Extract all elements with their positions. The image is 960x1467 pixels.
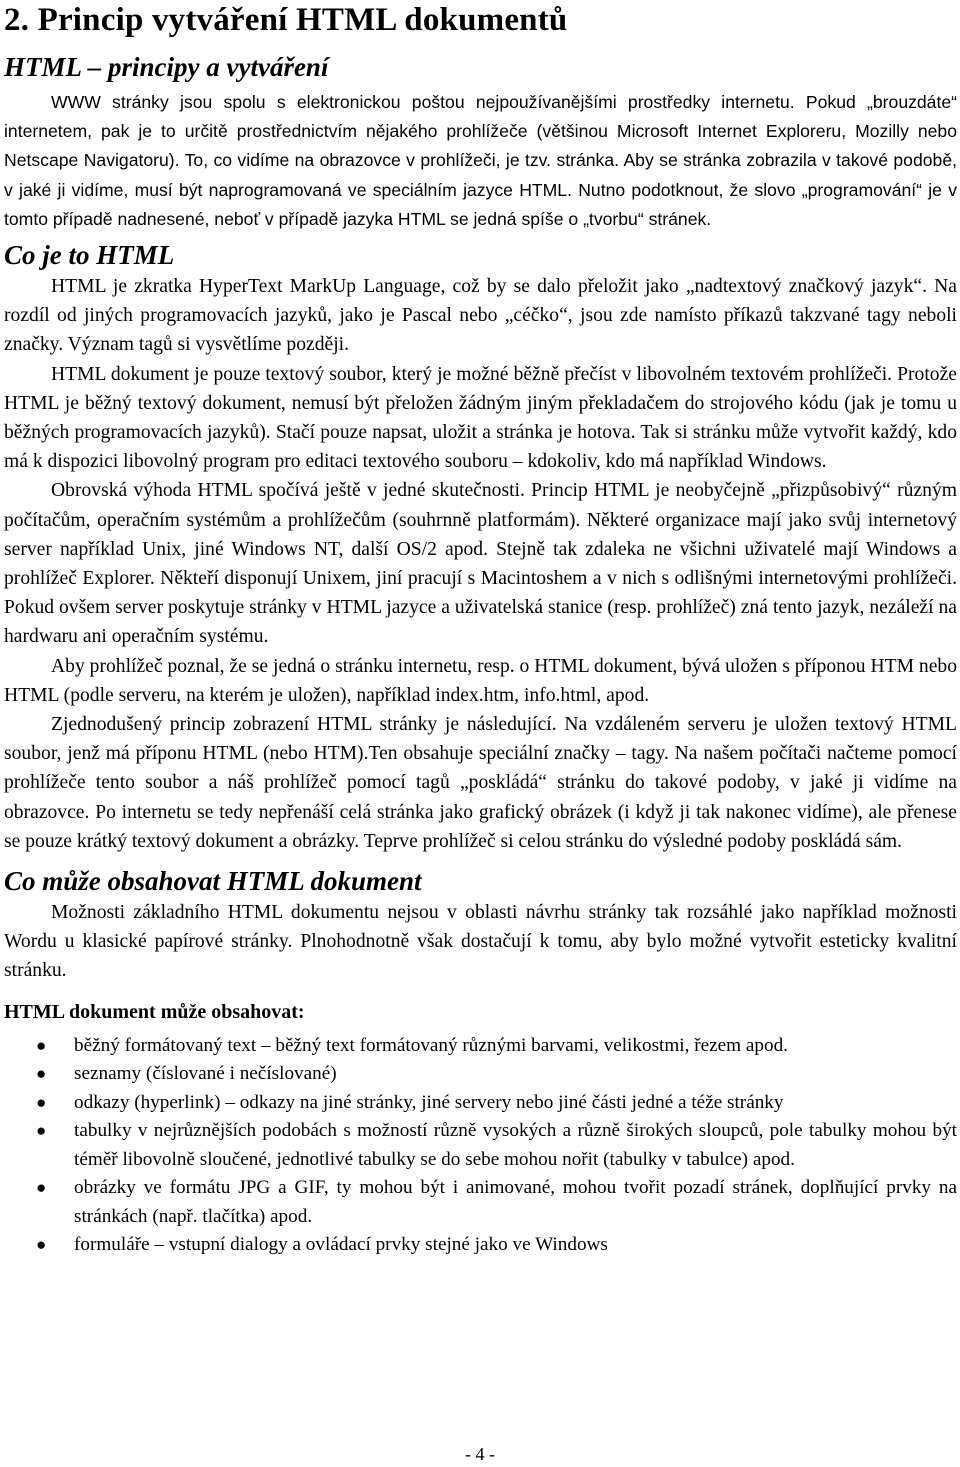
- list-item-text: odkazy (hyperlink) – odkazy na jiné stránky, jiné servery nebo jiné části jedné a téže stránky: [74, 1091, 784, 1113]
- paragraph-possibilities: Možnosti základního HTML dokumentu nejsou v oblasti návrhu stránky tak rozsáhlé jako například možnosti Wordu u klasické papírové stránky. Plnohodnotně však dostačují k tomu, aby bylo možné vytvořit esteticky kvalitní stránku.: [4, 902, 957, 982]
- paragraph-text-file: HTML dokument je pouze textový soubor, který je možné běžně přečíst v libovolném textovém prohlížeči. Protože HTML je běžný textový dokument, nemusí být přeložen žádným jiným překladačem do strojového kódu (jak je tomu u běžných programovacích jazyků). Stačí pouze napsat, uložit a stránka je hotova. Tak si stránku může vytvořit každý, kdo má k dispozici libovolný program pro editaci textového souboru – kdokoliv, kdo má například Windows.: [4, 363, 957, 473]
- page-number: - 4 -: [465, 1444, 495, 1464]
- feature-list: [4, 1032, 957, 1260]
- list-item: [4, 1117, 957, 1174]
- list-item: [4, 1231, 957, 1260]
- list-item: [4, 1060, 957, 1089]
- paragraph-extension: Aby prohlížeč poznal, že se jedná o stránku internetu, resp. o HTML dokument, bývá uložen s příponou HTM nebo HTML (podle serveru, na kterém je uložen), například index.htm, info.html, apod.: [4, 655, 957, 706]
- page-title: 2. Princip vytváření HTML dokumentů: [4, 2, 568, 38]
- paragraph-intro: WWW stránky jsou spolu s elektronickou poštou nejpoužívanějšími prostředky internetu. Pokud „brouzdáte“ internetem, pak je to určitě prostřednictvím nějakého prohlížeče (většinou Microsoft Internet Exploreru, Mozilly nebo Netscape Navigatoru). To, co vidíme na obrazovce v prohlížeči, je tzv. stránka. Aby se stránka zobrazila v takové podobě, v jaké ji vidíme, musí být naprogramovaná ve speciálním jazyce HTML. Nutno podotknout, že slovo „programování“ je v tomto případě nadnesené, neboť v případě jazyka HTML se jedná spíše o „tvorbu“ stránek.: [4, 92, 957, 229]
- section-heading-principles: HTML – principy a vytváření: [4, 52, 329, 82]
- document-page: [4, 0, 957, 1260]
- list-item-text: formuláře – vstupní dialogy a ovládací prvky stejné jako ve Windows: [74, 1234, 608, 1256]
- list-item: [4, 1032, 957, 1061]
- list-item: [4, 1089, 957, 1118]
- bullet-icon: ●: [36, 1064, 47, 1084]
- paragraph-definition: HTML je zkratka HyperText MarkUp Language, což by se dalo přeložit jako „nadtextový značkový jazyk“. Na rozdíl od jiných programovacích jazyků, jako je Pascal nebo „céčko“, jsou zde namísto příkazů takzvané tagy neboli značky. Význam tagů si vysvětlíme později.: [4, 276, 957, 356]
- list-item-text: tabulky v nejrůznějších podobách s možností různě vysokých a různě širokých sloupců, pole tabulky mohou být téměř libovolně sloučené, jednotlivé tabulky se do sebe mohou nořit (tabulky v tabulce) apod.: [74, 1120, 957, 1170]
- bullet-icon: ●: [36, 1235, 47, 1255]
- paragraph-rendering: Zjednodušený princip zobrazení HTML stránky je následující. Na vzdáleném serveru je uložen textový HTML soubor, jenž má příponu HTML (nebo HTM).Ten obsahuje speciální značky – tagy. Na našem počítači načteme pomocí prohlížeče tento soubor a náš prohlížeč pomocí tagů „poskládá“ stránku do takové podoby, v jaké ji vidíme na obrazovce. Po internetu se tedy nepřenáší celá stránka jako grafický obrázek (i když ji tak nakonec vidíme), ale přenese se pouze krátký textový dokument a obrázky. Teprve prohlížeč si celou stránku do výsledné podoby poskládá sám.: [4, 714, 957, 852]
- bullet-icon: ●: [36, 1092, 47, 1112]
- list-item-text: běžný formátovaný text – běžný text formátovaný různými barvami, velikostmi, řezem apod.: [74, 1034, 788, 1056]
- section-heading-contents: Co může obsahovat HTML dokument: [4, 866, 422, 897]
- list-item-text: seznamy (číslované i nečíslované): [74, 1063, 337, 1085]
- section-heading-what-is-html: Co je to HTML: [4, 240, 175, 271]
- bullet-icon: ●: [36, 1035, 47, 1055]
- bullet-icon: ●: [36, 1121, 47, 1141]
- list-item: [4, 1174, 957, 1231]
- list-heading: HTML dokument může obsahovat:: [4, 1000, 305, 1023]
- paragraph-portability: Obrovská výhoda HTML spočívá ještě v jedné skutečnosti. Princip HTML je neobyčejně „přizpůsobivý“ různým počítačům, operačním systémům a prohlížečům (souhrnně platformám). Některé organizace mají jako svůj internetový server například Unix, jiné Windows NT, další OS/2 apod. Stejně tak zdaleka ne všichni uživatelé mají Windows a prohlížeč Explorer. Někteří disponují Unixem, jiní pracují s Macintoshem a v nich s odlišnými internetovými prohlížeči. Pokud ovšem server poskytuje stránky v HTML jazyce a uživatelská stanice (resp. prohlížeč) zná tento jazyk, nezáleží na hardwaru ani operačním systému.: [4, 480, 957, 648]
- list-item-text: obrázky ve formátu JPG a GIF, ty mohou být i animované, mohou tvořit pozadí stránek, doplňující prvky na stránkách (např. tlačítka) apod.: [74, 1177, 957, 1227]
- bullet-icon: ●: [36, 1178, 47, 1198]
